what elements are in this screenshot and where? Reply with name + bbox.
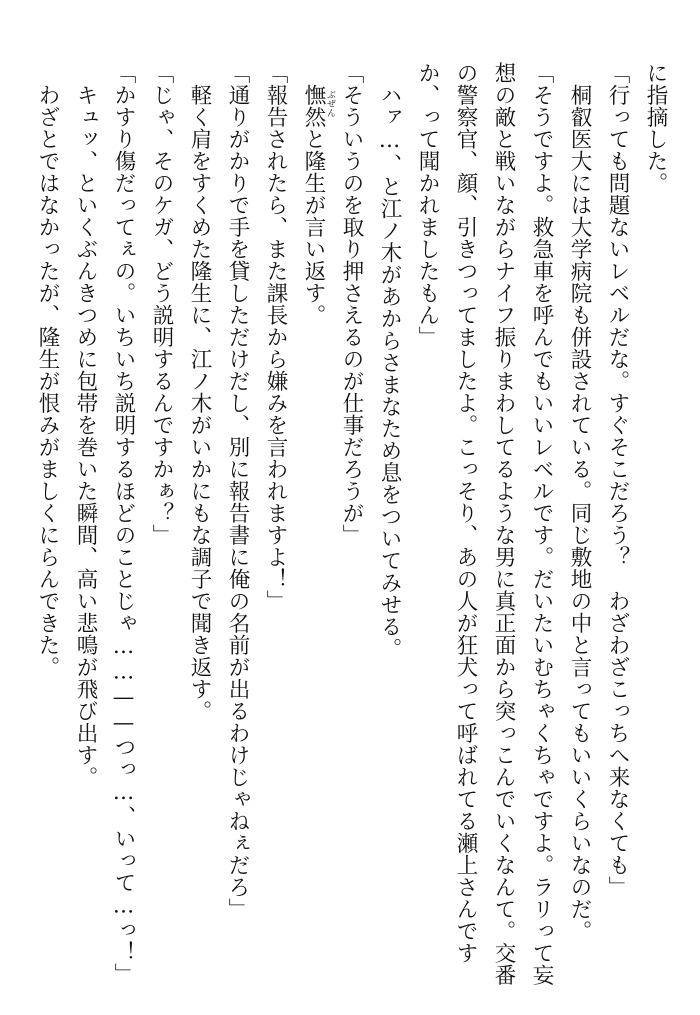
text-column-15: 「かすり傷だってぇの。いちいち説明するほどのことじゃ……——つっ…、いって…っ！」	[111, 62, 136, 985]
text-column-9: 「そういうのを取り押さえるのが仕事だろうが」	[339, 62, 364, 546]
text-column-5: 想の敵と戦いながらナイフ振りまわしてるような男に真正面から突っこんでいくなんて。交番	[491, 62, 516, 986]
text-column-8: ハァ…、と江ノ木があからさまなため息をついてみせる。	[377, 62, 402, 660]
text-column-16: キュッ、といくぶんきつめに包帯を巻いた瞬間、高い悲鳴が飛び出す。	[73, 62, 98, 788]
text-column-13: 軽く肩をすくめた隆生に、江ノ木がいかにもな調子で聞き返す。	[187, 62, 212, 722]
text-column-6: の警察官、顔、引きつってましたよ。こっそり、あの人が狂犬って呼ばれてる瀬上さんです	[453, 62, 478, 964]
text-column-14: 「じゃ、そのケガ、どう説明するんですかぁ？」	[149, 62, 174, 546]
text-column-17: わざとではなかったが、隆生が恨みがましくにらんできた。	[35, 62, 60, 678]
text-column-10: 憮然と隆生が言い返す。	[301, 62, 326, 326]
ruby-reading: ぶぜん	[325, 90, 335, 117]
text-column-1: に指摘した。	[643, 62, 668, 194]
text-column-2: 「行っても問題ないレベルだな。すぐそこだろう？ わざわざこっちへ来なくても」	[605, 62, 630, 898]
text-column-4: 「そうですよ。救急車を呼んでもいいレベルです。だいたいむちゃくちゃですよ。ラリって妄	[529, 62, 554, 986]
text-column-7: か、って聞かれましたもん」	[415, 62, 440, 348]
text-column-11: 「報告されたら、また課長から嫌みを言われますよ！」	[263, 62, 288, 612]
text-column-12: 「通りがかりで手を貸しただけだし、別に報告書に俺の名前が出るわけじゃねぇだろ」	[225, 62, 250, 920]
text-column-3: 桐叡医大には大学病院も併設されている。同じ敷地の中と言ってもいいくらいなのだ。	[567, 62, 592, 942]
